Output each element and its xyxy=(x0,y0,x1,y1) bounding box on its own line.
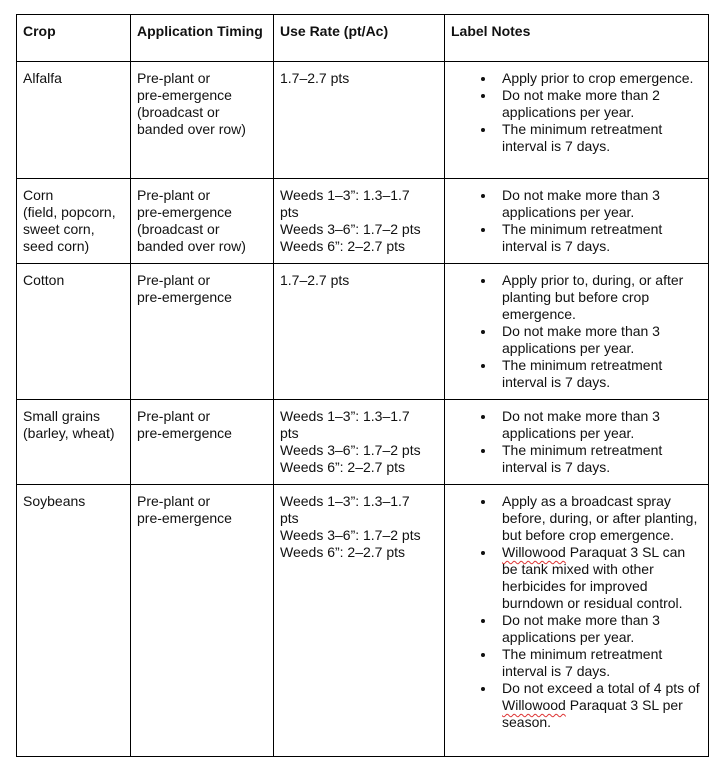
application-timing-cell: Pre-plant or pre-emergence (broadcast or banded over row) xyxy=(131,62,274,179)
use-rate-cell: Weeds 1–3”: 1.3–1.7 pts Weeds 3–6”: 1.7–2 pts Weeds 6”: 2–2.7 pts xyxy=(274,400,445,485)
application-timing-cell: Pre-plant or pre-emergence (broadcast or banded over row) xyxy=(131,179,274,264)
use-rate-cell: 1.7–2.7 pts xyxy=(274,264,445,400)
crop-cell: Cotton xyxy=(17,264,131,400)
use-rate-cell: Weeds 1–3”: 1.3–1.7 pts Weeds 3–6”: 1.7–2 pts Weeds 6”: 2–2.7 pts xyxy=(274,485,445,757)
crop-cell: Corn (field, popcorn, sweet corn, seed corn) xyxy=(17,179,131,264)
table-row xyxy=(17,62,709,179)
label-note-item: • Do not make more than 3 applications per year. xyxy=(496,323,702,357)
table-row xyxy=(17,179,709,264)
table-row xyxy=(17,485,709,757)
label-note-item: • Apply prior to, during, or after planting but before crop emergence. xyxy=(496,272,702,323)
table-row xyxy=(17,264,709,400)
label-note-item: • The minimum retreatment interval is 7 days. xyxy=(496,121,702,155)
table-body xyxy=(17,62,709,757)
label-notes-list xyxy=(451,187,702,255)
header-use-rate: Use Rate (pt/Ac) xyxy=(274,15,445,62)
label-notes-cell xyxy=(445,179,709,264)
label-note-item: • The minimum retreatment interval is 7 days. xyxy=(496,221,702,255)
label-notes-list xyxy=(451,70,702,155)
use-rate-cell: Weeds 1–3”: 1.3–1.7 pts Weeds 3–6”: 1.7–2 pts Weeds 6”: 2–2.7 pts xyxy=(274,179,445,264)
label-notes-cell xyxy=(445,264,709,400)
label-notes-list xyxy=(451,408,702,476)
header-crop: Crop xyxy=(17,15,131,62)
label-note-item: • Do not make more than 3 applications per year. xyxy=(496,187,702,221)
label-note-item: • Willowood Paraquat 3 SL can be tank mixed with other herbicides for improved burndown or residual control. xyxy=(496,544,702,612)
label-note-item: • Apply prior to crop emergence. xyxy=(496,70,702,87)
label-notes-cell xyxy=(445,400,709,485)
header-row xyxy=(17,15,709,62)
crop-cell: Alfalfa xyxy=(17,62,131,179)
application-timing-cell: Pre-plant or pre-emergence xyxy=(131,264,274,400)
label-note-item: • Do not make more than 3 applications per year. xyxy=(496,408,702,442)
label-notes-list xyxy=(451,493,702,731)
header-label-notes: Label Notes xyxy=(445,15,709,62)
spellcheck-underline: Willowood xyxy=(502,544,566,560)
label-notes-cell xyxy=(445,62,709,179)
label-note-item: • The minimum retreatment interval is 7 days. xyxy=(496,442,702,476)
label-note-item: • Do not make more than 2 applications per year. xyxy=(496,87,702,121)
spellcheck-underline: Willowood xyxy=(502,697,566,713)
label-note-item: • The minimum retreatment interval is 7 days. xyxy=(496,357,702,391)
label-note-item: • Do not make more than 3 applications per year. xyxy=(496,612,702,646)
label-note-item: • Do not exceed a total of 4 pts of Willowood Paraquat 3 SL per season. xyxy=(496,680,702,731)
use-rate-cell: 1.7–2.7 pts xyxy=(274,62,445,179)
header-application-timing: Application Timing xyxy=(131,15,274,62)
label-note-item: • The minimum retreatment interval is 7 days. xyxy=(496,646,702,680)
label-notes-cell xyxy=(445,485,709,757)
label-notes-list xyxy=(451,272,702,391)
application-timing-cell: Pre-plant or pre-emergence xyxy=(131,400,274,485)
table-row xyxy=(17,400,709,485)
application-timing-cell: Pre-plant or pre-emergence xyxy=(131,485,274,757)
label-note-item: • Apply as a broadcast spray before, during, or after planting, but before crop emergence. xyxy=(496,493,702,544)
crop-application-table xyxy=(16,14,709,757)
crop-cell: Small grains (barley, wheat) xyxy=(17,400,131,485)
crop-cell: Soybeans xyxy=(17,485,131,757)
